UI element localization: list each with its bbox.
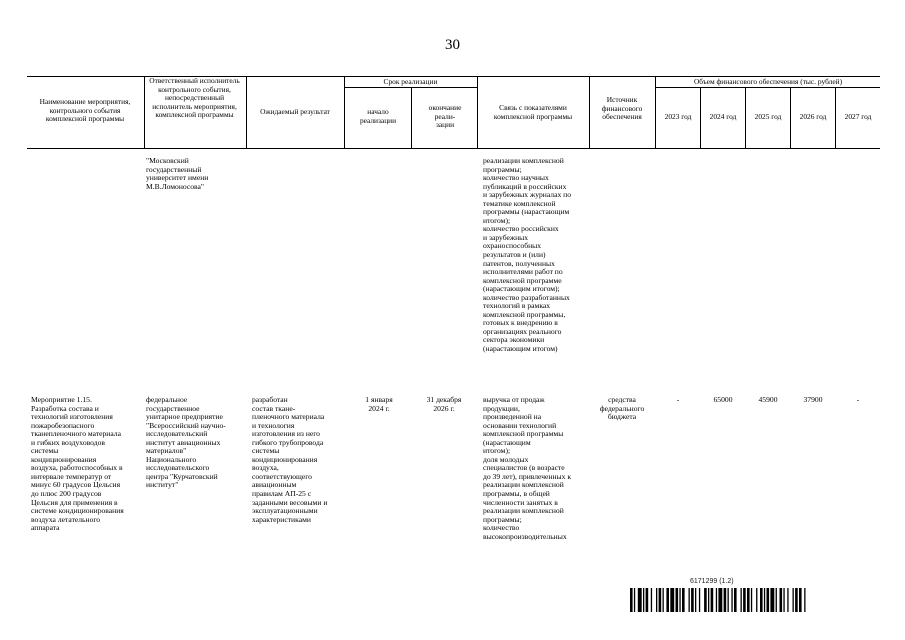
measure-link: выручка от продаж продукции, произведенной на основании технологий комплексной программы (нарастающим итогом); доля молодых специалистов (в возрасте до 39 лет), привлеченных к реализации комплексной программы, в общей численности занятых в реализации комплексной программы; количество высокопроизводительных: [483, 395, 572, 541]
value-2027: -: [856, 395, 860, 404]
page-number: 30: [445, 37, 460, 53]
header-year: 2026 год: [799, 112, 827, 121]
measure-start: 1 января 2024 г.: [365, 395, 393, 413]
header-result: Ожидаемый результат: [260, 107, 330, 116]
measure-result: разработан состав ткане- пленочного материала и технология изготовления из него гибкого трубопровода системы кондиционирования воздуха, соответствующего авиационным правилам АП-25 с заданными весовыми и эксплуатационными характеристиками: [252, 395, 328, 524]
header-name: Наименование мероприятия, контрольного события комплексной программы: [39, 97, 131, 124]
value-2026: 37900: [803, 395, 823, 404]
header-end: окончание реали-зации: [428, 103, 462, 130]
header-year: 2027 год: [844, 112, 872, 121]
header-start: начало реализации: [359, 107, 397, 125]
header-link: Связь с показателями комплексной программы: [493, 103, 573, 121]
header-year: 2023 год: [664, 112, 692, 121]
barcode-number: 6171299 (1.2): [690, 578, 734, 585]
header-term-group: Срок реализации: [383, 77, 438, 86]
header-year: 2024 год: [709, 112, 737, 121]
header-executor: Ответственный исполнитель контрольного события, непосредственный исполнитель мероприятия, комплексной программы: [149, 76, 240, 120]
header-finance-group: Объем финансового обеспечения (тыс. рублей): [693, 77, 843, 86]
header-source: Источник финансового обеспечения: [601, 95, 643, 122]
measure-source: средства федерального бюджета: [599, 395, 645, 422]
measure-end: 31 декабря 2026 г.: [426, 395, 462, 413]
value-2025: 45900: [758, 395, 778, 404]
continued-executor: "Московский государственный университет имени М.В.Ломоносова": [146, 156, 209, 191]
measure-name: Мероприятие 1.15. Разработка состава и технологий изготовления пожаробезопасного тканепленочного материала и гибких воздуховодов системы кондиционирования воздуха, работоспособных в интервале температур от минус 60 градусов Цельсия до плюс 200 градусов Цельсия для применения в системе кондиционирования воздуха летательного аппарата: [31, 395, 124, 533]
measure-executor: федеральное государственное унитарное предприятие "Всероссийский научно- исследовательский институт авиационных материалов" Национального исследовательского центра "Курчатовский институт": [146, 395, 226, 490]
continued-link: реализации комплексной программы; количество научных публикаций в российских и зарубежных журналах по тематике комплексной программы (нарастающим итогом); количество российских и зарубежных охраноспособных результатов и (или) патентов, полученных исполнителями работ по комплексной программе (нарастающим итогом); количество разработанных технологий в рамках комплексной программы, готовых к внедрению в организациях реального сектора экономики (нарастающим итогом): [483, 156, 572, 354]
value-2023: -: [676, 395, 680, 404]
barcode-image: [630, 588, 856, 612]
value-2024: 65000: [713, 395, 733, 404]
header-year: 2025 год: [754, 112, 782, 121]
